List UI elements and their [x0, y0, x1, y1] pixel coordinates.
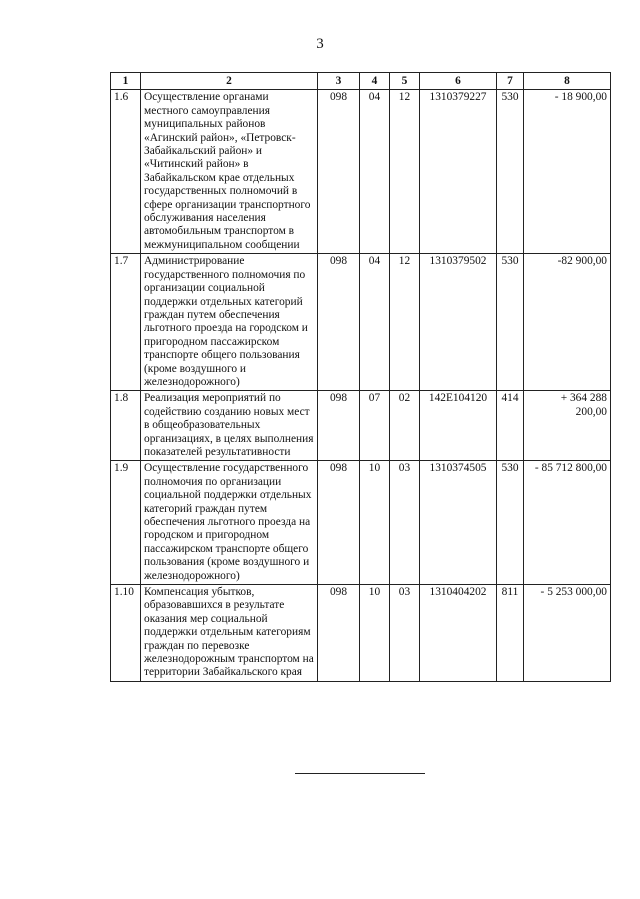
- header-col-4: 4: [360, 73, 390, 90]
- ministry-code: 098: [318, 90, 360, 254]
- table-row: [111, 90, 611, 254]
- section-code: 10: [360, 585, 390, 682]
- table-row: [111, 585, 611, 682]
- subsection-code: 03: [390, 585, 420, 682]
- row-number: 1.7: [111, 254, 141, 391]
- header-col-7: 7: [497, 73, 524, 90]
- expense-type-code: 530: [497, 90, 524, 254]
- table-row: [111, 461, 611, 585]
- section-code: 04: [360, 90, 390, 254]
- row-description: Осуществление органами местного самоуправления муниципальных районов «Агинский район», «Петровск-Забайкальский район» и «Читинский район» в Забайкальском крае отдельных государственных полномочий в сфере организации транспортного обслуживания населения автомобильным транспортом в межмуниципальном сообщении: [141, 90, 318, 254]
- row-description: Реализация мероприятий по содействию созданию новых мест в общеобразовательных организациях, в целях выполнения показателей результативности: [141, 391, 318, 461]
- expense-type-code: 811: [497, 585, 524, 682]
- row-description: Администрирование государственного полномочия по организации социальной поддержки отдельных категорий граждан путем обеспечения льготного проезда на городском и пригородном пассажирском транспорте общего пользования (кроме воздушного и железнодорожного): [141, 254, 318, 391]
- header-col-5: 5: [390, 73, 420, 90]
- row-number: 1.10: [111, 585, 141, 682]
- row-number: 1.6: [111, 90, 141, 254]
- target-article-code: 1310379227: [420, 90, 497, 254]
- target-article-code: 1310404202: [420, 585, 497, 682]
- expense-type-code: 414: [497, 391, 524, 461]
- section-code: 10: [360, 461, 390, 585]
- footer-divider-line: [295, 773, 425, 774]
- row-description: Компенсация убытков, образовавшихся в результате оказания мер социальной поддержки отдельным категориям граждан по перевозке железнодорожным транспортом на территории Забайкальского края: [141, 585, 318, 682]
- row-number: 1.9: [111, 461, 141, 585]
- header-col-2: 2: [141, 73, 318, 90]
- subsection-code: 12: [390, 90, 420, 254]
- amount: + 364 288 200,00: [524, 391, 611, 461]
- ministry-code: 098: [318, 391, 360, 461]
- row-description: Осуществление государственного полномочия по организации социальной поддержки отдельных категорий граждан путем обеспечения льготного проезда на городском и пригородном пассажирском транспорте общего пользования (кроме воздушного и железнодорожного): [141, 461, 318, 585]
- ministry-code: 098: [318, 461, 360, 585]
- ministry-code: 098: [318, 254, 360, 391]
- table-header-row: [111, 73, 611, 90]
- target-article-code: 142E104120: [420, 391, 497, 461]
- subsection-code: 03: [390, 461, 420, 585]
- expense-type-code: 530: [497, 461, 524, 585]
- amount: - 18 900,00: [524, 90, 611, 254]
- budget-table: [110, 72, 611, 682]
- ministry-code: 098: [318, 585, 360, 682]
- header-col-6: 6: [420, 73, 497, 90]
- header-col-3: 3: [318, 73, 360, 90]
- table-row: [111, 391, 611, 461]
- amount: -82 900,00: [524, 254, 611, 391]
- section-code: 07: [360, 391, 390, 461]
- target-article-code: 1310374505: [420, 461, 497, 585]
- subsection-code: 02: [390, 391, 420, 461]
- header-col-1: 1: [111, 73, 141, 90]
- table-row: [111, 254, 611, 391]
- section-code: 04: [360, 254, 390, 391]
- header-col-8: 8: [524, 73, 611, 90]
- subsection-code: 12: [390, 254, 420, 391]
- page-number: 3: [316, 36, 324, 52]
- target-article-code: 1310379502: [420, 254, 497, 391]
- row-number: 1.8: [111, 391, 141, 461]
- expense-type-code: 530: [497, 254, 524, 391]
- amount: - 85 712 800,00: [524, 461, 611, 585]
- amount: - 5 253 000,00: [524, 585, 611, 682]
